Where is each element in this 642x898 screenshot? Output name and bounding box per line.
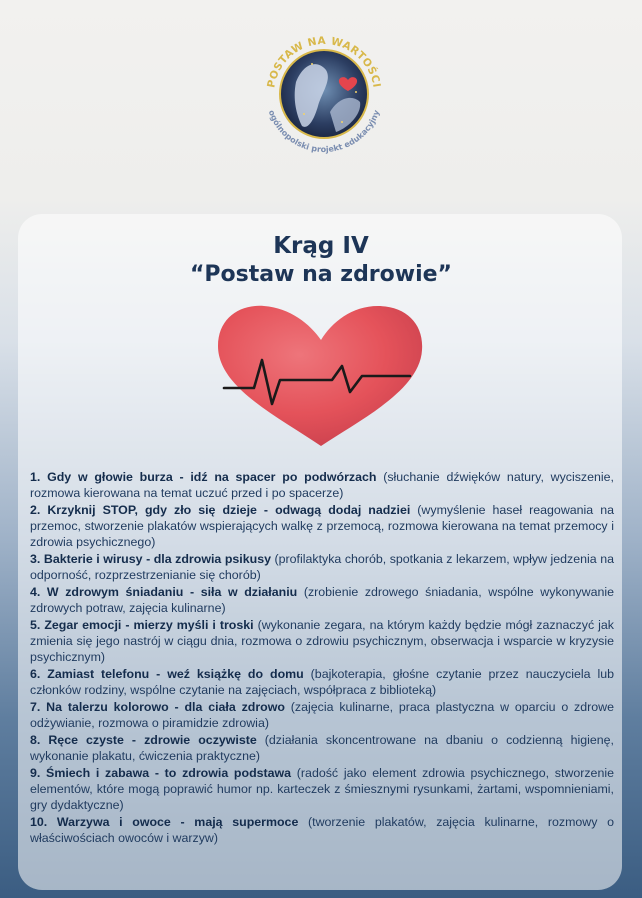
list-item (30, 765, 614, 814)
item-heading: 8. Ręce czyste - zdrowie oczywiste (30, 732, 257, 747)
list-item (30, 666, 614, 698)
item-heading: 9. Śmiech i zabawa - to zdrowia podstawa (30, 765, 292, 780)
item-heading: 2. Krzyknij STOP, gdy zło się dzieje - odwagą dodaj nadziei (30, 502, 411, 517)
item-description: (działania skoncentrowane na dbaniu o codzienną higienę, wykonanie plakatu, ćwiczenia praktyczne) (30, 732, 614, 763)
page-subtitle: “Postaw na zdrowie” (189, 262, 453, 287)
list-item (30, 551, 614, 583)
item-description: (tworzenie plakatów, zajęcia kulinarne, rozmowy o właściwościach owoców i warzyw) (30, 814, 614, 845)
item-heading: 5. Zegar emocji - mierzy myśli i troski (30, 617, 254, 632)
item-description: (zajęcia kulinarne, praca plastyczna w oparciu o zdrowe odżywianie, rozmowa o piramidzie zdrowia) (30, 699, 614, 731)
list-item (30, 469, 614, 501)
item-description: (wykonanie zegara, na którym każdy będzie mógł zaznaczyć jak zmienia się jego nastrój w ciągu dnia, rozmowa o zdrowiu psychicznym, obserwacja i wsparcie w kryzysie psychicznym) (30, 617, 614, 665)
item-heading: 3. Bakterie i wirusy - dla zdrowia psikusy (30, 552, 271, 567)
item-heading: 6. Zamiast telefonu - weź książkę do domu (30, 666, 304, 681)
item-description: (wymyślenie haseł reagowania na przemoc, stworzenie plakatów wspierających walkę z przemocą, rozmowa kierowana na temat przemocy i zdrowia psychicznego) (30, 502, 614, 550)
item-description: (profilaktyka chorób, spotkania z lekarzem, wpływ jedzenia na odporność, rozprzestrzenianie się chorób) (30, 552, 614, 583)
heart-icon (210, 300, 432, 450)
list-item (30, 617, 614, 666)
item-heading: 1. Gdy w głowie burza - idź na spacer po podwórzach (30, 470, 377, 484)
item-description: (zrobienie zdrowego śniadania, wspólne wykonywanie zdrowych potraw, zajęcia kulinarne) (30, 584, 614, 616)
item-description: (radość jako element zdrowia psychicznego, stworzenie elementów, które mogą poprawić humor np. karteczek z śmiesznymi rysunkami, żartami, wspomnieniami, gry dydaktyczne) (30, 765, 614, 813)
activity-list (30, 469, 614, 847)
logo-arc-top: POSTAW NA WARTOŚCI (265, 34, 383, 89)
list-item (30, 502, 614, 551)
item-description: (bajkoterapia, głośne czytanie przez nauczyciela lub członków rodziny, wspólne czytanie na zajęciach, współpraca z biblioteką) (30, 666, 614, 698)
item-description: (słuchanie dźwięków natury, wyciszenie, rozmowa kierowana na temat uczuć przed i po spacerze) (30, 470, 614, 501)
item-heading: 4. W zdrowym śniadaniu - siła w działaniu (30, 584, 298, 599)
item-heading: 10. Warzywa i owoce - mają supermoce (30, 814, 299, 829)
list-item (30, 814, 614, 846)
list-item (30, 699, 614, 731)
logo-arc-bottom: ogólnopolski projekt edukacyjny (266, 108, 382, 155)
page-title: Krąg IV (273, 233, 369, 259)
project-logo (252, 22, 396, 166)
list-item (30, 584, 614, 616)
list-item (30, 732, 614, 764)
item-heading: 7. Na talerzu kolorowo - dla ciała zdrowo (30, 699, 285, 714)
